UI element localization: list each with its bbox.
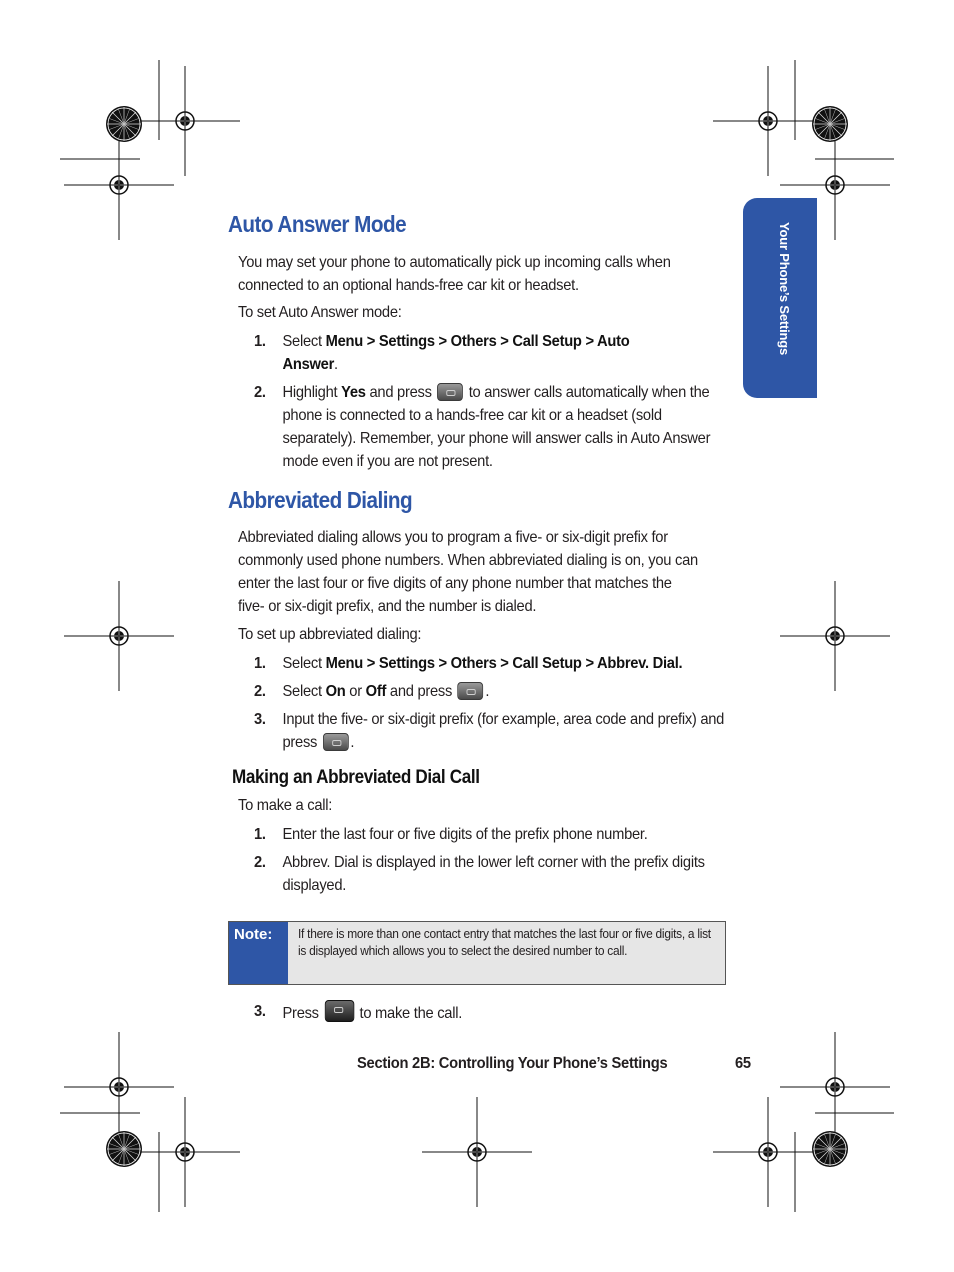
step-number: 2. bbox=[254, 384, 266, 401]
step-number: 1. bbox=[254, 826, 266, 843]
step-text: . bbox=[334, 356, 338, 373]
dial-call-step-1 bbox=[254, 823, 732, 846]
note-label: Note: bbox=[229, 922, 288, 984]
step-text: Enter the last four or five digits of the prefix phone number. bbox=[282, 826, 648, 843]
step-text: Abbrev. Dial is displayed in the lower left corner with the prefix digits displayed. bbox=[282, 854, 705, 894]
auto-answer-intro: You may set your phone to automatically pick up incoming calls when connected to an optional hands-free car kit or headset. bbox=[238, 254, 671, 294]
step-text: and press bbox=[365, 384, 436, 401]
auto-answer-step-2 bbox=[254, 381, 732, 473]
ok-key-icon bbox=[323, 733, 349, 751]
step-number: 1. bbox=[254, 655, 266, 672]
menu-path: Menu > Settings > Others > Call Setup > Abbrev. Dial. bbox=[325, 655, 683, 672]
step-text: . bbox=[350, 734, 355, 751]
section-tab-label: Your Phone’s Settings bbox=[777, 222, 792, 356]
abbreviated-dialing-heading: Abbreviated Dialing bbox=[228, 487, 413, 513]
abbreviated-step-3 bbox=[254, 708, 732, 754]
step-text: Select bbox=[282, 683, 326, 700]
auto-answer-subhead: To set Auto Answer mode: bbox=[238, 304, 402, 321]
abbreviated-subhead: To set up abbreviated dialing: bbox=[238, 626, 422, 643]
dial-call-heading: Making an Abbreviated Dial Call bbox=[232, 767, 480, 788]
step-text: Input the five- or six-digit prefix (for example, area code and prefix) and press bbox=[282, 711, 725, 751]
ok-key-icon bbox=[437, 383, 463, 401]
step-text: or bbox=[345, 683, 366, 700]
step-number: 3. bbox=[254, 711, 266, 728]
option-yes: Yes bbox=[341, 384, 366, 401]
step-text: Select bbox=[282, 333, 326, 350]
dial-call-step-2 bbox=[254, 851, 732, 897]
step-text: to answer calls automatically when the phone is connected to a hands-free car kit or a headset (sold separately). Remember, your phone will answer calls in Auto Answer mode even if you are not present. bbox=[282, 384, 711, 470]
abbreviated-step-2 bbox=[254, 680, 732, 703]
step-text: Select bbox=[282, 655, 326, 672]
step-text: . bbox=[485, 683, 490, 700]
auto-answer-heading: Auto Answer Mode bbox=[228, 211, 407, 237]
step-number: 3. bbox=[254, 1003, 266, 1020]
dial-call-step-3 bbox=[254, 1000, 732, 1025]
step-text: to make the call. bbox=[355, 1005, 463, 1022]
step-number: 2. bbox=[254, 854, 266, 871]
ok-key-icon bbox=[458, 682, 484, 700]
option-off: Off bbox=[365, 683, 387, 700]
step-text: Highlight bbox=[282, 384, 342, 401]
page-number: 65 bbox=[735, 1055, 751, 1072]
step-number: 2. bbox=[254, 683, 266, 700]
note-text: If there is more than one contact entry that matches the last four or five digits, a list is displayed which allows you to select the desired number to call. bbox=[298, 926, 711, 958]
note-box bbox=[228, 921, 726, 985]
talk-key-icon bbox=[324, 1000, 353, 1022]
option-on: On bbox=[325, 683, 346, 700]
auto-answer-step-1 bbox=[254, 330, 732, 376]
step-text: Press bbox=[282, 1005, 323, 1022]
footer-section-title: Section 2B: Controlling Your Phone’s Settings bbox=[357, 1055, 668, 1072]
abbreviated-intro: Abbreviated dialing allows you to program a five- or six-digit prefix for commonly used phone numbers. When abbreviated dialing is on, you can enter the last four or five digits of any phone number that matches the five- or six-digit prefix, and the number is dialed. bbox=[238, 529, 698, 615]
step-number: 1. bbox=[254, 333, 266, 350]
step-text: and press bbox=[386, 683, 456, 700]
abbreviated-step-1 bbox=[254, 652, 732, 675]
dial-call-subhead: To make a call: bbox=[238, 797, 333, 814]
menu-path: Menu > Settings > Others > Call Setup > Auto Answer bbox=[282, 333, 630, 373]
